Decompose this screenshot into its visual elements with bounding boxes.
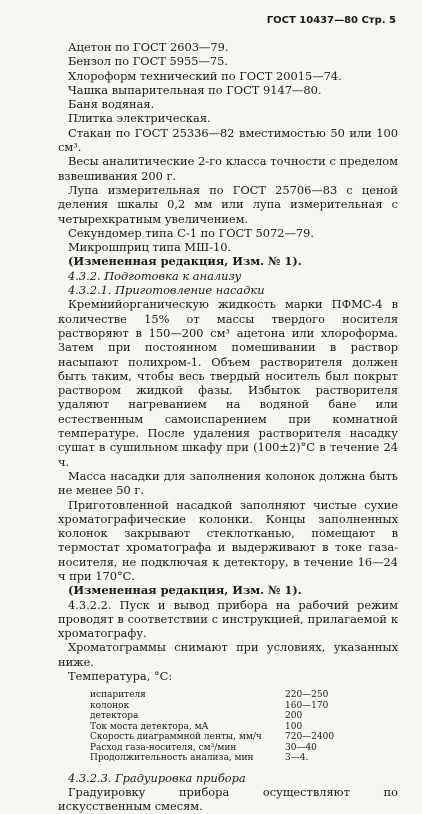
revision-note: (Измененная редакция, Изм. № 1). [68, 583, 302, 598]
table-row [90, 753, 334, 764]
paragraph: 4.3.2.2. Пуск и вывод прибора на рабочий режим проводят в соответствии с инструкцией, прилагаемой к хроматографу. [58, 597, 398, 641]
param-label: Ток моста детектора, мА [90, 721, 209, 732]
paragraph: Секундомер типа С-1 по ГОСТ 5072—79. [68, 225, 314, 240]
conditions-table [90, 690, 334, 764]
param-label: детектора [90, 711, 139, 722]
param-value: 720—2400 [285, 732, 335, 743]
paragraph: Ацетон по ГОСТ 2603—79. [68, 40, 229, 54]
revision-note: (Измененная редакция, Изм. № 1). [68, 254, 302, 269]
paragraph: Плитка электрическая. [68, 111, 211, 126]
paragraph: Лупа измерительная по ГОСТ 25706—83 с ценой деления шкалы 0,2 мм или лупа измерительная с четырехкратным увеличением. [58, 182, 398, 226]
param-value: 100 [285, 721, 303, 732]
paragraph: Микрошприц типа МШ-10. [68, 240, 232, 255]
paragraph: Хлороформ технический по ГОСТ 20015—74. [68, 68, 342, 83]
section-heading: 4.3.2. Подготовка к анализу [68, 268, 242, 283]
table-row [90, 701, 334, 712]
table-row [90, 722, 334, 733]
param-label: колонок [90, 700, 130, 711]
paragraph: Температура, °С: [68, 669, 173, 684]
paragraph: Масса насадки для заполнения колонок должна быть не менее 50 г. [58, 468, 398, 498]
param-label: Расход газа-носителя, см³/мин [90, 742, 237, 753]
page-header: ГОСТ 10437—80 Стр. 5 [266, 15, 396, 26]
paragraph: Чашка выпарительная по ГОСТ 9147—80. [68, 82, 322, 97]
paragraph: Стакан по ГОСТ 25336—82 вместимостью 50 или 100 см³. [58, 125, 398, 155]
table-row [90, 732, 334, 743]
paragraph: Приготовленной насадкой заполняют чистые сухие хроматографические колонки. Концы заполненных колонок закрывают стеклотканью, помещают в термостат хроматографа и выдерживают в токе газа-носителя, не подключая к детектору, в течение 16—24 ч при 170°С. [58, 497, 398, 583]
paragraph: Бензол по ГОСТ 5955—75. [68, 54, 229, 69]
param-value: 200 [285, 711, 303, 722]
table-row [90, 690, 334, 701]
paragraph: Кремнийорганическую жидкость марки ПФМС-4 в количестве 15% от массы твердого носителя растворяют в 150—200 см³ ацетона или хлороформа. Затем при постоянном помешивании в раствор насыпают полихром-1. Объем растворителя должен быть таким, чтобы весь твердый носитель был покрыт раствором жидкой фазы. Избыток растворителя удаляют нагреванием на водяной бане или естественным самоиспарением при комнатной температуре. После удаления растворителя насадку сушат в сушильном шкафу при (100±2)°С в течение 24 ч. [58, 297, 398, 469]
paragraph: Весы аналитические 2-го класса точности с пределом взвешивания 200 г. [58, 154, 398, 183]
param-value: 3—4. [285, 753, 309, 764]
table-row [90, 743, 334, 754]
param-value: 30—40 [285, 742, 317, 753]
paragraph: Градуировку прибора осуществляют по искусственным смесям. [58, 785, 398, 814]
paragraph: Баня водяная. [68, 97, 155, 112]
param-label: Продолжительность анализа, мин [90, 753, 254, 764]
subsection-heading: 4.3.2.1. Приготовление насадки [68, 283, 265, 298]
subsection-heading: 4.3.2.3. Градуировка прибора [68, 770, 246, 785]
param-value: 160—170 [285, 700, 329, 711]
param-label: Скорость диаграммной ленты, мм/ч [90, 732, 262, 743]
paragraph: Хроматограммы снимают при условиях, указанных ниже. [58, 640, 398, 669]
param-value: 220—250 [285, 690, 329, 701]
param-label: испарителя [90, 690, 146, 701]
table-row [90, 711, 334, 722]
